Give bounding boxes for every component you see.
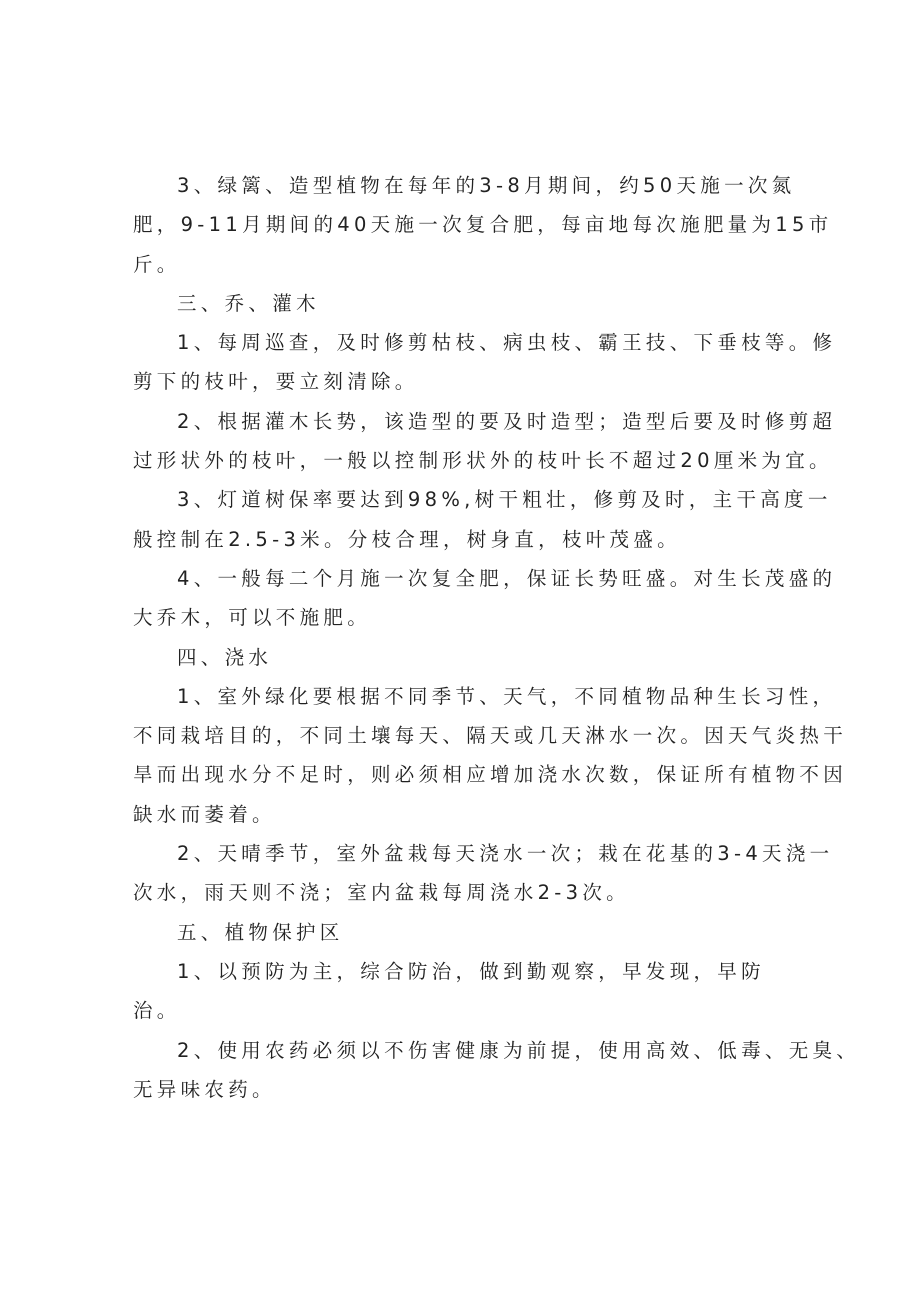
paragraph-trees-4 (133, 559, 837, 638)
paragraph-protection-1 (133, 952, 793, 1031)
text-line: 旱而出现水分不足时，则必须相应增加浇水次数，保证所有植物不因 (133, 763, 848, 787)
text-line: 1、每周巡查，及时修剪枯枝、病虫枝、霸王技、下垂枝等。修 (177, 331, 837, 355)
paragraph-trees-2 (133, 402, 837, 481)
document-body (133, 166, 861, 1109)
text-line: 大乔木，可以不施肥。 (133, 606, 372, 630)
text-line: 3、绿篱、造型植物在每年的3-8月期间，约50天施一次氮 (177, 174, 796, 197)
text-line: 1、室外绿化要根据不同季节、天气，不同植物品种生长习性， (177, 684, 837, 708)
text-line: 不同栽培目的，不同土壤每天、隔天或几天淋水一次。因天气炎热干 (133, 724, 848, 748)
text-line: 过形状外的枝叶，一般以控制形状外的枝叶长不超过20厘米为宜。 (133, 449, 833, 473)
text-line: 4、一般每二个月施一次复全肥，保证长势旺盛。对生长茂盛的 (177, 566, 837, 590)
section-heading-plant-protection (133, 913, 793, 952)
section-heading-trees-shrubs (133, 284, 793, 323)
section-heading-watering (133, 638, 793, 677)
heading-text: 四、浇水 (177, 645, 273, 669)
text-line: 1、以预防为主，综合防治，做到勤观察，早发现，早防 (177, 959, 765, 983)
text-line: 2、根据灌木长势，该造型的要及时造型；造型后要及时修剪超 (177, 409, 837, 433)
text-line: 2、使用农药必须以不伤害健康为前提，使用高效、低毒、无臭、 (177, 1038, 861, 1062)
text-line: 肥，9-11月期间的40天施一次复合肥，每亩地每次施肥量为15市 (133, 213, 833, 237)
text-line: 无异味农药。 (133, 1077, 276, 1101)
paragraph-trees-3 (133, 480, 832, 559)
text-line: 次水，雨天则不浇；室内盆栽每周浇水2-3次。 (133, 881, 630, 905)
text-line: 3、灯道树保率要达到98%,树干粗壮，修剪及时，主干高度一 (177, 488, 832, 512)
text-line: 缺水而萎着。 (133, 802, 276, 826)
text-line: 剪下的枝叶，要立刻清除。 (133, 370, 419, 394)
heading-text: 五、植物保护区 (177, 920, 344, 944)
text-line: 2、天晴季节，室外盆栽每天浇水一次；栽在花基的3-4天浇一 (177, 842, 834, 866)
paragraph-watering-1 (133, 677, 848, 834)
paragraph-protection-2 (133, 1031, 861, 1110)
text-line: 般控制在2.5-3米。分枝合理，树身直，枝叶茂盛。 (133, 527, 681, 551)
paragraph-watering-2 (133, 834, 834, 913)
text-line: 治。 (133, 999, 181, 1023)
heading-text: 三、乔、灌木 (177, 291, 320, 315)
paragraph-trees-1 (133, 323, 837, 402)
text-line: 斤。 (133, 252, 181, 276)
paragraph-fertilizer-hedge (133, 166, 833, 284)
